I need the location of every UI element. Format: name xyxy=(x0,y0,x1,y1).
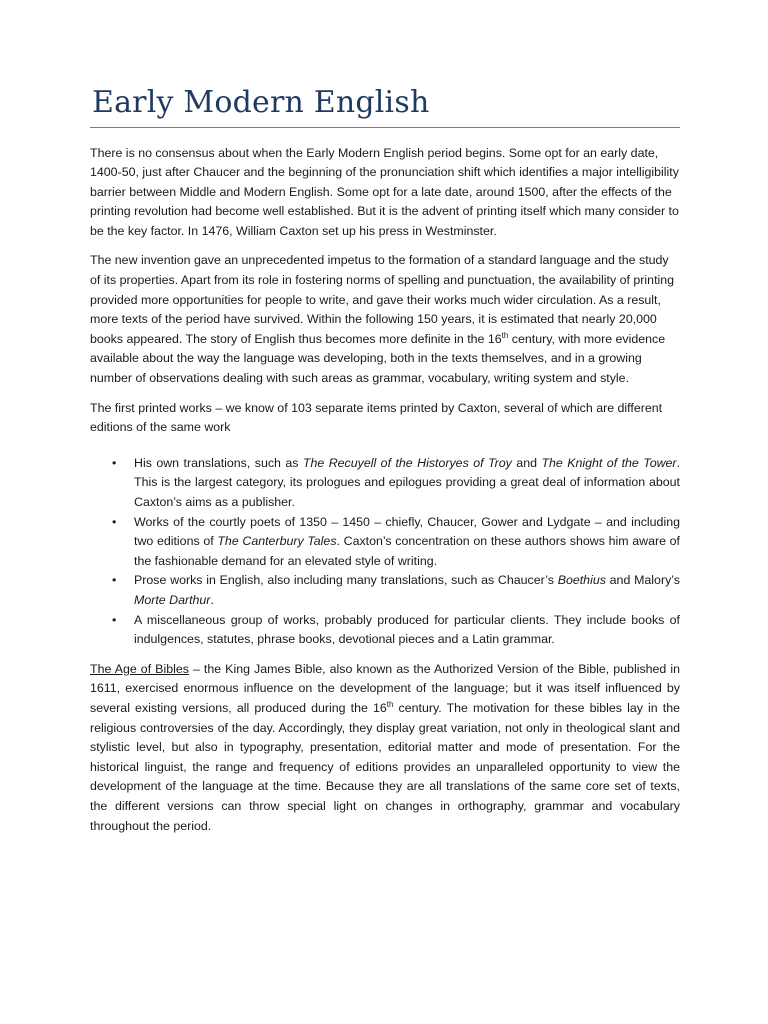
item-text: A miscellaneous group of works, probably produced for particular clients. They include books of indulgences, statutes, phrase books, devotional pieces and a Latin grammar. xyxy=(134,612,680,647)
item-text: and xyxy=(511,455,542,470)
paragraph-first-printed-works xyxy=(90,399,680,438)
italic-title: Morte Darthur xyxy=(134,592,211,607)
item-text: . xyxy=(210,592,214,607)
bullet-mark: • xyxy=(112,573,117,588)
paragraph-text: The new invention gave an unprecedented impetus to the formation of a standard language and the study of its properties. Apart from its role in fostering norms of spelling and punctuation, the availability of printing provided more opportunities for people to write, and gave their works much wider circulation. As a result, more texts of the period have survived. Within the following 150 years, it is estimated that nearly 20,000 books appeared. The story of English thus becomes more definite in the 16 xyxy=(90,253,675,346)
bullet-mark: • xyxy=(112,612,117,627)
list-item xyxy=(112,513,680,572)
document-page xyxy=(90,86,680,846)
paragraph-text: century. The motivation for these bibles lay in the religious controversies of the day. Accordingly, they display great variation, not only in theological slant and stylistic level, but also in typography, presentation, editorial matter and mode of presentation. For the historical linguist, the range and frequency of editions provides an unparalleled opportunity to view the development of the language at the time. Because they are all translations of the same core set of texts, the different versions can throw special light on changes in orthography, grammar and vocabulary throughout the period. xyxy=(90,700,680,833)
paragraph-period-start xyxy=(90,144,680,242)
list-item xyxy=(112,571,680,610)
item-text: and Malory’s xyxy=(605,573,680,588)
paragraph-text: century, with more evidence available about the way the language was developing, both in the texts themselves, and in a growing number of observations dealing with such areas as grammar, vocabulary, writing system and style. xyxy=(90,331,666,386)
superscript-th: th xyxy=(501,330,509,340)
item-text: . This is the largest category, its prologues and epilogues providing a great deal of information about Caxton’s aims as a publisher. xyxy=(134,455,681,509)
bullet-mark: • xyxy=(112,455,117,470)
paragraph-age-of-bibles xyxy=(90,660,680,836)
italic-title: The Knight of the Tower xyxy=(541,455,677,470)
item-text: His own translations, such as xyxy=(134,455,303,470)
paragraph-text: The first printed works – we know of 103 separate items printed by Caxton, several of which are different editions of the same work xyxy=(90,400,663,435)
item-text: Works of the courtly poets of 1350 – 1450 – chiefly, Chaucer, Gower and Lydgate – and including two editions of xyxy=(134,514,680,549)
paragraph-text: – the King James Bible, also known as the Authorized Version of the Bible, published in 1611, exercised enormous influence on the development of the language; but it was itself influenced by several existing versions, all produced during the 16 xyxy=(90,661,681,715)
section-heading-age-of-bibles: The Age of Bibles xyxy=(90,661,189,676)
page-title: Early Modern English xyxy=(92,85,430,120)
superscript-th: th xyxy=(386,699,394,709)
italic-title: The Canterbury Tales xyxy=(217,534,337,549)
printed-works-list xyxy=(90,454,680,650)
italic-title: The Recuyell of the Historyes of Troy xyxy=(302,455,512,470)
list-item xyxy=(112,454,681,513)
title-underline xyxy=(90,127,680,128)
paragraph-printing-impetus xyxy=(90,251,680,388)
italic-title: Boethius xyxy=(557,573,606,588)
bullet-mark: • xyxy=(112,514,117,529)
paragraph-text: There is no consensus about when the Early Modern English period begins. Some opt for an early date, 1400-50, just after Chaucer and the beginning of the pronunciation shift which identifies a major intelligibility barrier between Middle and Modern English. Some opt for a late date, around 1500, after the effects of the printing revolution had become well established. But it is the advent of printing itself which many consider to be the key factor. In 1476, William Caxton set up his press in Westminster. xyxy=(90,145,679,238)
item-text: Prose works in English, also including many translations, such as Chaucer’s xyxy=(134,573,558,588)
list-item xyxy=(112,611,680,650)
item-text: . Caxton’s concentration on these authors shows him aware of the fashionable demand for an elevated style of writing. xyxy=(134,534,680,568)
